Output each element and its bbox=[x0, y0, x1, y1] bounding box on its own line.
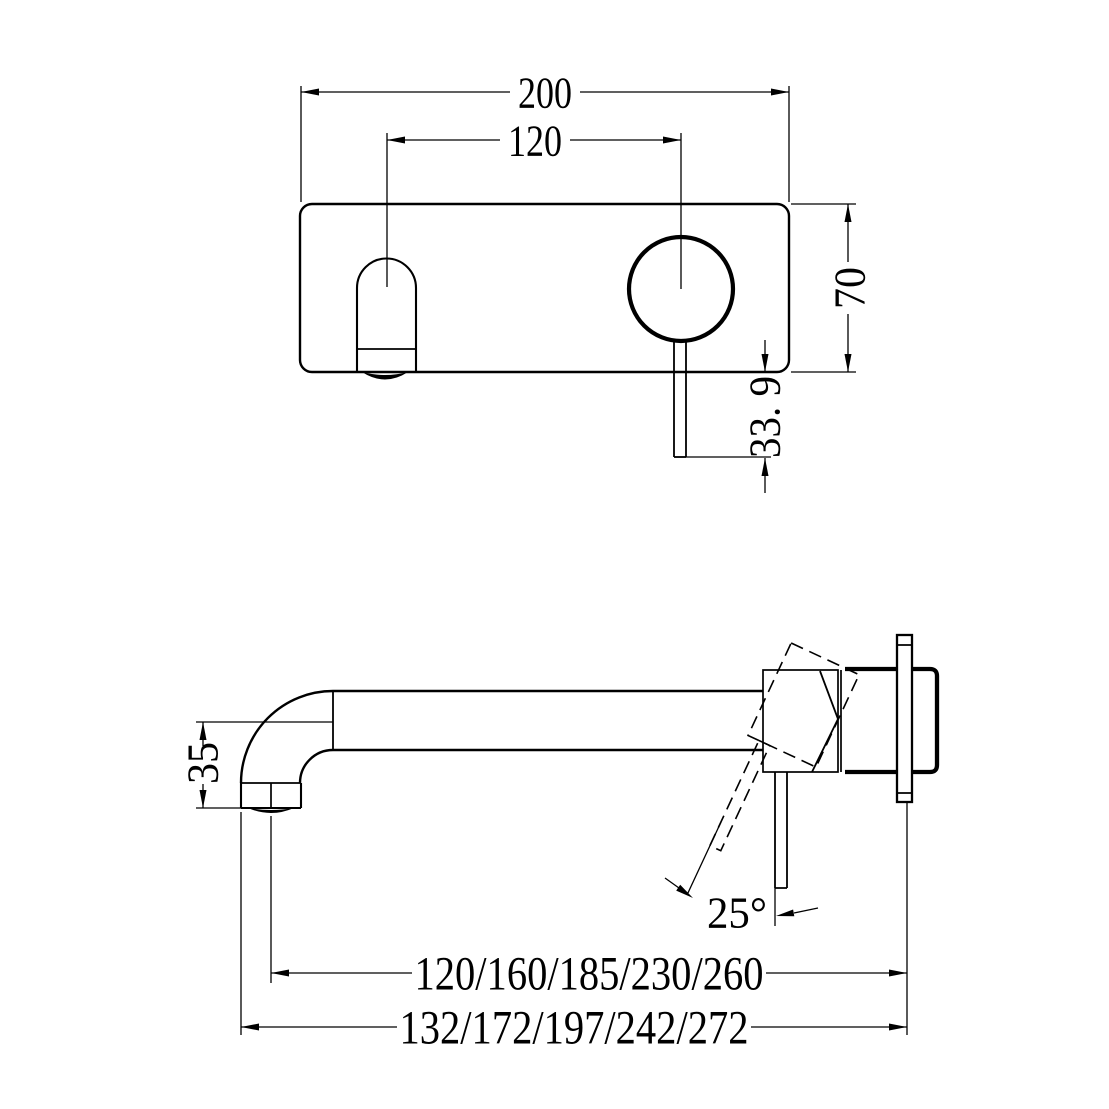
arrow-spout-reach-right bbox=[889, 970, 907, 977]
wall-flange bbox=[897, 635, 912, 802]
handle-lever-tilted-dashed bbox=[710, 741, 770, 851]
arrow-33-9-bottom bbox=[762, 458, 769, 476]
dim-25-leader-right bbox=[794, 908, 818, 913]
dim-spout-drop-label: 35 bbox=[178, 740, 228, 784]
arrow-200-left bbox=[301, 89, 319, 96]
mixer-body-outline bbox=[845, 669, 937, 772]
handle-lever-front bbox=[674, 341, 686, 457]
arrow-70-bottom bbox=[845, 354, 852, 372]
dim-handle-drop-label: 33. 9 bbox=[740, 370, 790, 458]
dim-25-leader-left bbox=[665, 878, 679, 888]
spout-tube bbox=[333, 691, 763, 750]
arrow-70-top bbox=[845, 204, 852, 222]
elbow-inner-arc bbox=[300, 750, 333, 783]
arrow-spout-reach-left bbox=[271, 970, 289, 977]
handle-tilted-group bbox=[699, 643, 859, 872]
backplate-outline bbox=[300, 204, 789, 372]
arrow-120-left bbox=[387, 137, 405, 144]
dim-25-ext-slanted bbox=[687, 822, 721, 895]
arrow-35-bottom bbox=[200, 790, 207, 808]
handle-body-tilted-dashed bbox=[748, 643, 859, 767]
elbow-outer-arc bbox=[241, 691, 333, 783]
handle-body-chamfer bbox=[812, 671, 838, 772]
arrow-120-right bbox=[663, 137, 681, 144]
arrow-overall-reach-left bbox=[241, 1024, 259, 1031]
dim-spout-reach-label: 120/160/185/230/260 bbox=[414, 947, 764, 1001]
dim-spacing-label: 120 bbox=[508, 116, 562, 166]
dim-plate-height-label: 70 bbox=[825, 265, 875, 309]
handle-body-side bbox=[763, 670, 838, 772]
arrow-25-right bbox=[776, 910, 794, 917]
handle-lever-side bbox=[775, 772, 787, 888]
arrow-35-top bbox=[200, 722, 207, 740]
arrow-200-right bbox=[771, 89, 789, 96]
dim-handle-angle-label: 25° bbox=[707, 888, 767, 938]
dim-plate-width-label: 200 bbox=[518, 68, 572, 118]
arrow-33-9-top bbox=[762, 354, 769, 372]
arrow-overall-reach-right bbox=[889, 1024, 907, 1031]
dimension-arrowheads bbox=[200, 89, 908, 1031]
dim-overall-reach-label: 132/172/197/242/272 bbox=[399, 1001, 749, 1055]
